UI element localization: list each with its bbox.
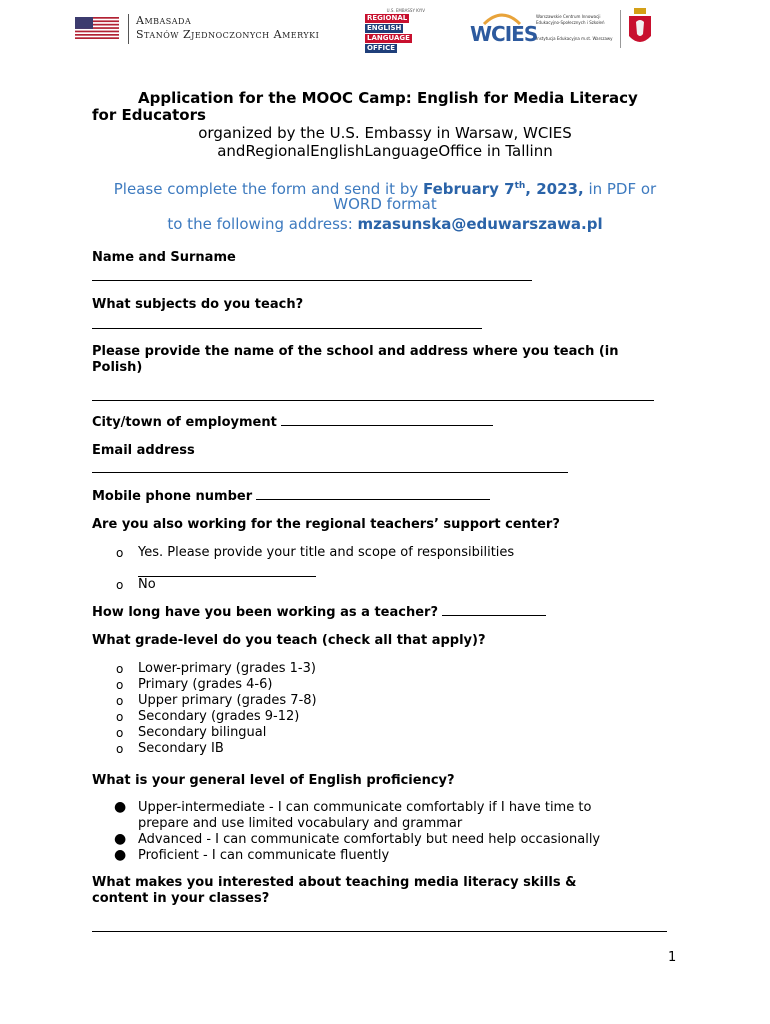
grade-primary[interactable]: Primary (grades 4-6) <box>138 677 273 692</box>
radio-no-bullet[interactable]: o <box>116 578 124 592</box>
teaching-years-label: How long have you been working as a teacher? <box>92 605 546 621</box>
checkbox-secondary-bilingual[interactable]: o <box>116 726 124 740</box>
checkbox-primary[interactable]: o <box>116 678 124 692</box>
checkbox-lower-primary[interactable]: o <box>116 662 124 676</box>
embassy-divider <box>128 14 129 44</box>
level-upper-intermediate[interactable]: Upper-intermediate - I can communicate comfortably if I have time to prepare and use limited vocabulary and grammar <box>138 800 592 831</box>
interest-field[interactable] <box>92 931 667 932</box>
checkbox-secondary[interactable]: o <box>116 710 124 724</box>
deadline-date: February 7th, 2023, <box>422 180 584 198</box>
level-proficient[interactable]: Proficient - I can communicate fluently <box>138 848 390 863</box>
us-flag-icon <box>75 17 119 39</box>
subjects-label: What subjects do you teach? <box>92 297 304 312</box>
email-field[interactable] <box>92 472 568 473</box>
organizer-line-1: organized by the U.S. Embassy in Warsaw, WCIES <box>198 124 572 142</box>
bullet-proficient[interactable]: ● <box>114 847 127 863</box>
mobile-field[interactable] <box>256 499 490 500</box>
bullet-upper-intermediate[interactable]: ● <box>114 799 127 815</box>
subjects-field[interactable] <box>92 328 482 329</box>
grade-upper-primary[interactable]: Upper primary (grades 7-8) <box>138 693 317 708</box>
contact-email[interactable]: mzasunska@eduwarszawa.pl <box>357 215 603 233</box>
responsibilities-field[interactable] <box>138 576 316 577</box>
city-label: City/town of employment <box>92 415 493 431</box>
teaching-years-field[interactable] <box>442 615 546 616</box>
level-advanced[interactable]: Advanced - I can communicate comfortably but need help occasionally <box>138 832 601 847</box>
grade-secondary-ib[interactable]: Secondary IB <box>138 741 224 756</box>
page-title: Application for the MOOC Camp: English for Media Literacy for Educators <box>92 89 638 124</box>
relo-line-regional: REGIONAL <box>367 14 408 22</box>
email-label: Email address <box>92 443 195 458</box>
institution-divider <box>620 10 621 48</box>
name-label: Name and Surname <box>92 250 236 265</box>
bullet-advanced[interactable]: ● <box>114 831 127 847</box>
grade-secondary[interactable]: Secondary (grades 9-12) <box>138 709 300 724</box>
relo-line-english: ENGLISH <box>367 24 402 32</box>
wcies-logo-text: WCIES <box>470 22 538 46</box>
school-label: Please provide the name of the school and address where you teach (in Polish) <box>92 344 619 375</box>
option-yes[interactable]: Yes. Please provide your title and scope of responsibilities <box>138 545 515 560</box>
relo-top-text: U.S. EMBASSY KYIV <box>386 8 425 13</box>
english-level-question: What is your general level of English proficiency? <box>92 773 455 788</box>
embassy-logo-text: Ambasada Stanów Zjednoczonych Ameryki <box>136 14 320 41</box>
checkbox-secondary-ib[interactable]: o <box>116 742 124 756</box>
warsaw-crest-icon <box>627 8 653 48</box>
option-no[interactable]: No <box>138 577 156 592</box>
instructions-line-3: to the following address: mzasunska@eduwarszawa.pl <box>167 215 603 233</box>
relo-line-office: OFFICE <box>367 44 396 52</box>
grade-secondary-bilingual[interactable]: Secondary bilingual <box>138 725 267 740</box>
organizer-line-2: andRegionalEnglishLanguageOffice in Tallinn <box>217 142 553 160</box>
school-field[interactable] <box>92 400 654 401</box>
instructions-line-1: Please complete the form and send it by February 7th, 2023, in PDF or <box>113 180 657 198</box>
radio-yes-bullet[interactable]: o <box>116 546 124 560</box>
relo-logo <box>365 8 425 54</box>
mobile-label: Mobile phone number <box>92 489 490 505</box>
regional-center-question: Are you also working for the regional teachers’ support center? <box>92 517 560 532</box>
instructions-line-2: WORD format <box>333 195 437 213</box>
interest-question: What makes you interested about teaching media literacy skills & content in your classes? <box>92 875 577 906</box>
grade-level-question: What grade-level do you teach (check all that apply)? <box>92 633 486 648</box>
name-field[interactable] <box>92 280 532 281</box>
relo-line-language: LANGUAGE <box>367 34 410 42</box>
warsaw-institution-text: Warszawskie Centrum Innowacji Edukacyjno-Społecznych i Szkoleń Instytucja Edukacyjna m.st. Warszawy <box>536 14 613 41</box>
city-field[interactable] <box>281 425 493 426</box>
checkbox-upper-primary[interactable]: o <box>116 694 124 708</box>
page-number: 1 <box>668 950 677 965</box>
grade-lower-primary[interactable]: Lower-primary (grades 1-3) <box>138 661 316 676</box>
